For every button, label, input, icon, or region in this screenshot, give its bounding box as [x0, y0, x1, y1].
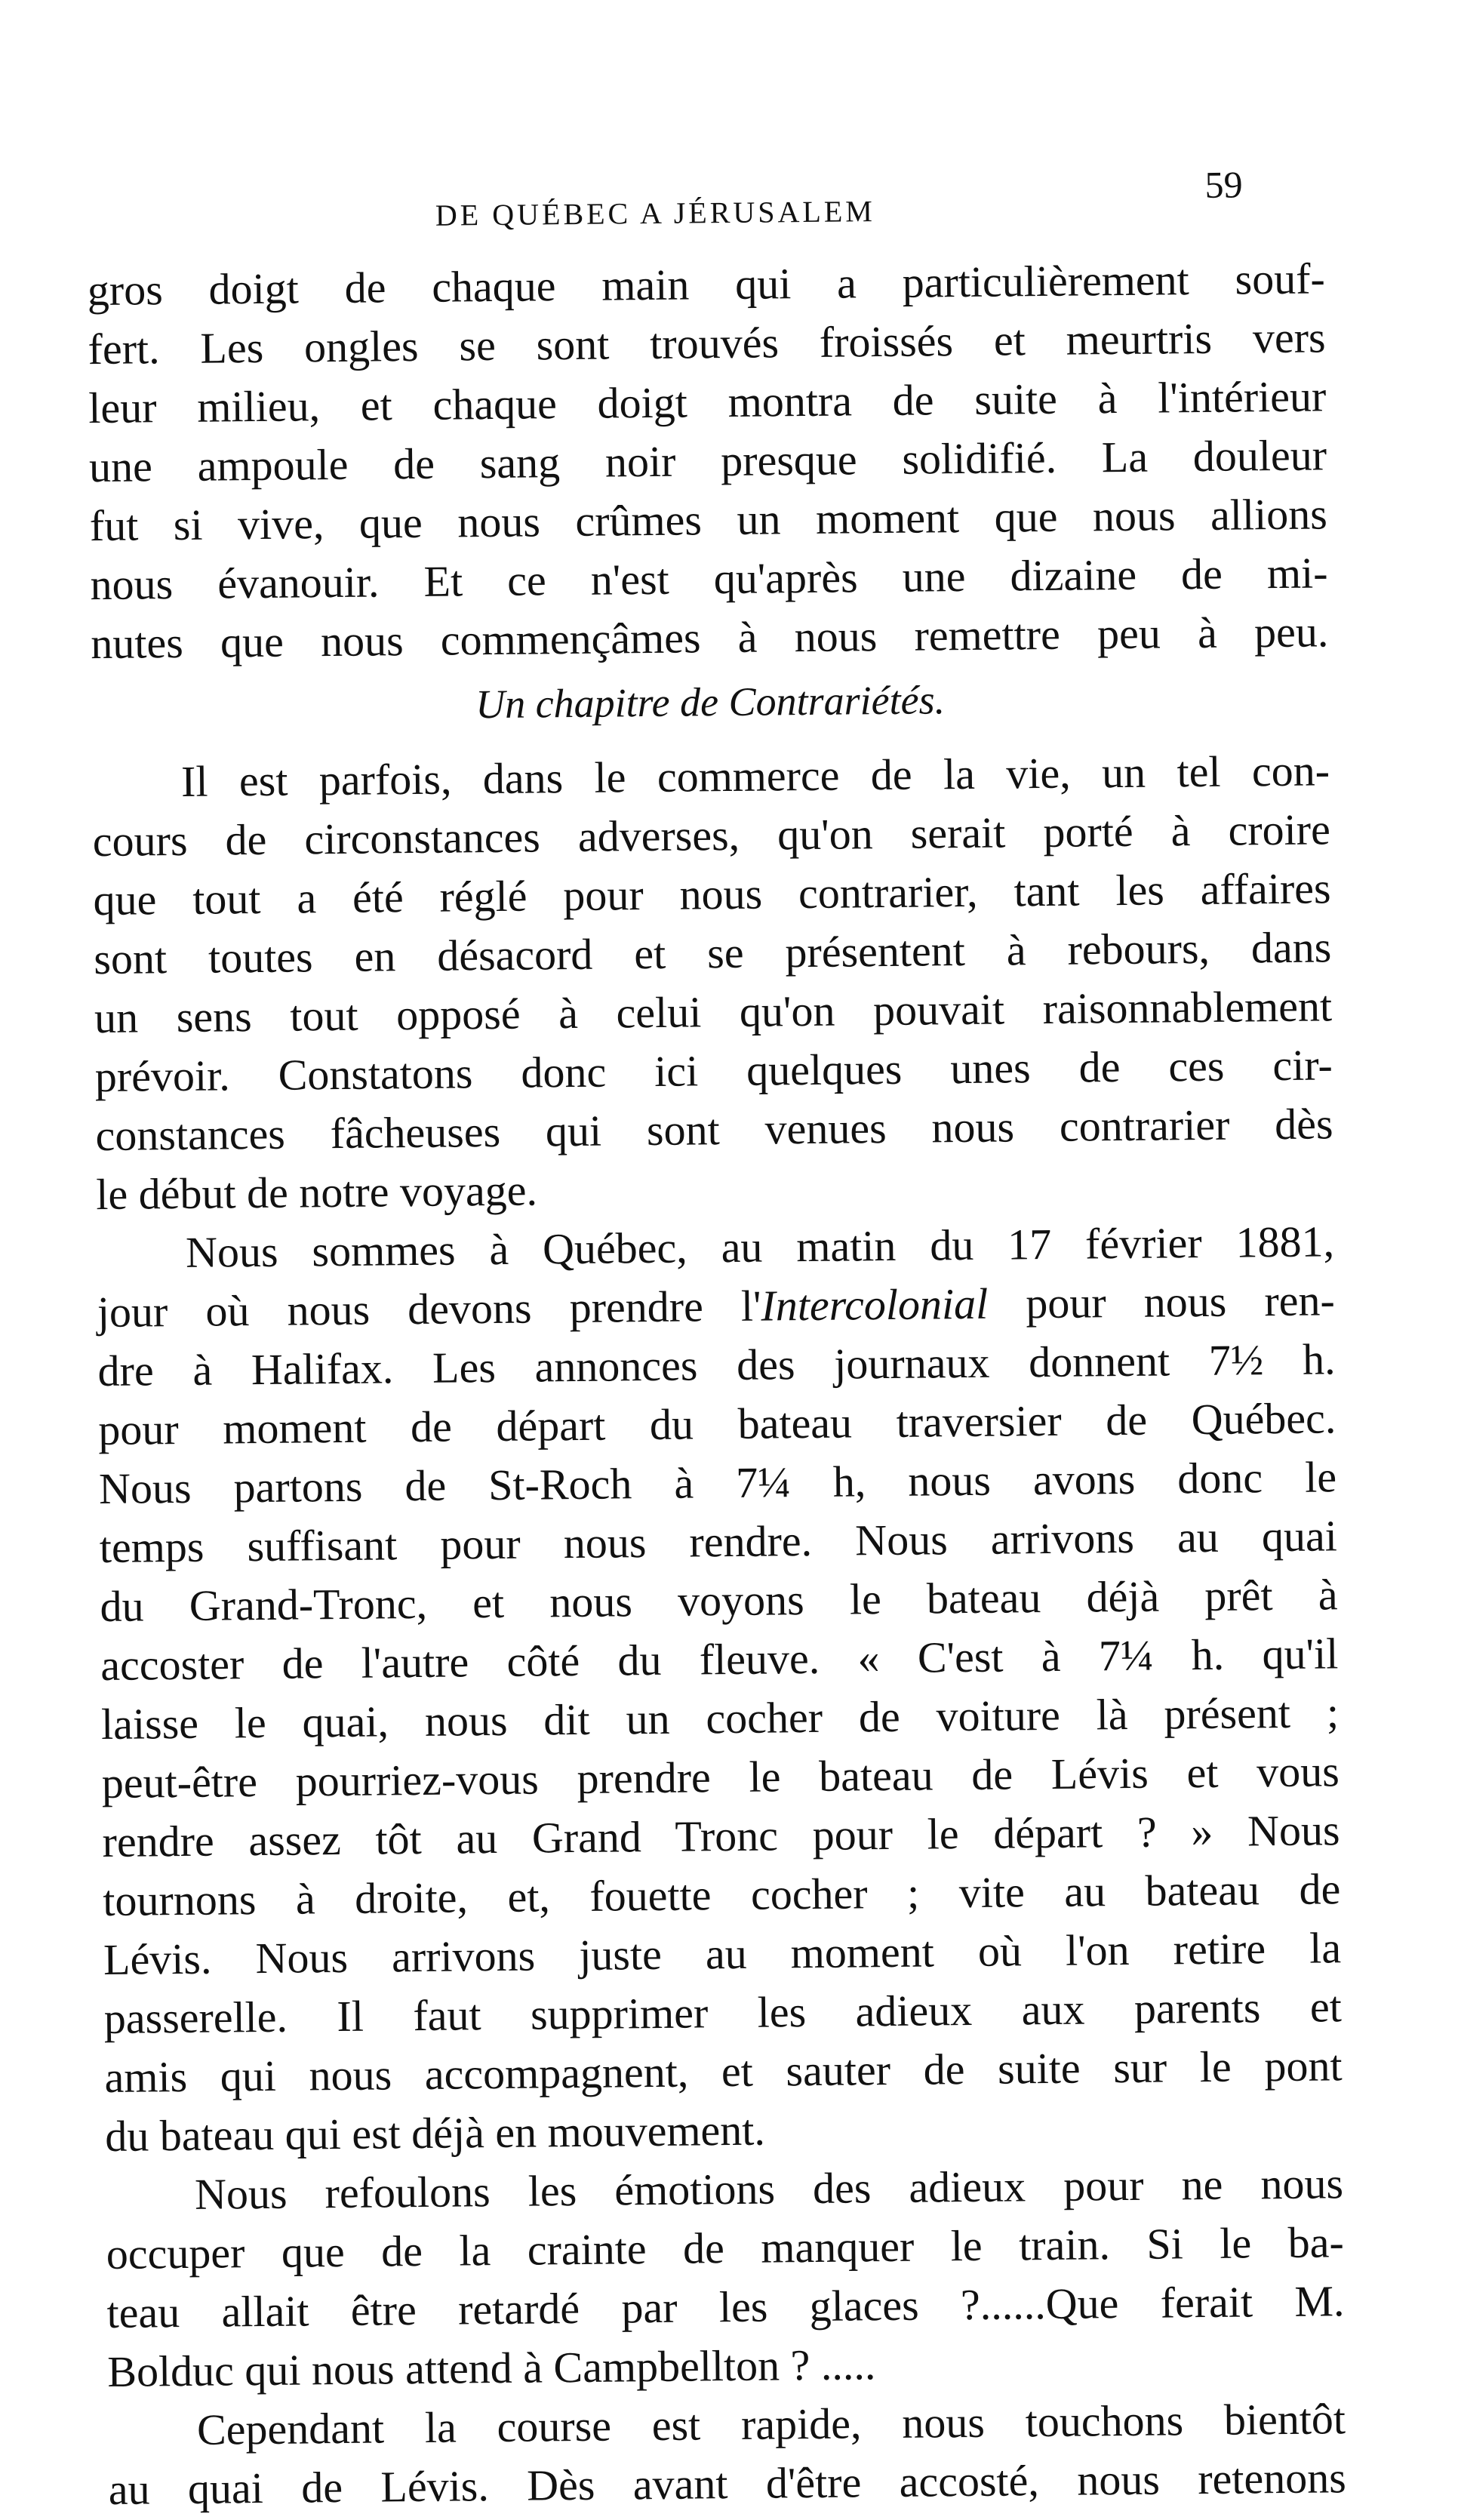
text-line: fut si vive, que nous crûmes un moment que nous allions: [89, 489, 1328, 551]
text-line: Bolduc qui nous attend à Campbellton ? .....: [107, 2340, 876, 2396]
text-line: une ampoule de sang noir presque solidifié. La douleur: [88, 430, 1327, 492]
text-line: Cependant la course est rapide, nous touchons bientôt: [196, 2394, 1346, 2454]
text-line: teau allait être retardé par les glaces ?......Que ferait M.: [106, 2276, 1345, 2337]
text-line: laisse le quai, nous dit un cocher de voiture là présent ;: [100, 1688, 1340, 1749]
text-fragment: pour nous ren-: [987, 1275, 1336, 1328]
body-text: [87, 249, 1346, 2519]
text-line: du Grand-Tronc, et nous voyons le bateau déjà prêt à: [100, 1570, 1338, 1632]
text-line: constances fâcheuses qui sont venues nous contrarier dès: [95, 1099, 1333, 1161]
section-heading: Un chapitre de Contrariétés.: [475, 677, 946, 728]
text-line: que tout a été réglé pour nous contrarier, tant les affaires: [93, 863, 1331, 925]
text-line: passerelle. Il faut supprimer les adieux aux parents et: [103, 1982, 1343, 2044]
text-line: dre à Halifax. Les annonces des journaux donnent 7½ h.: [97, 1334, 1336, 1396]
text-line: fert. Les ongles se sont trouvés froissés et meurtris vers: [88, 312, 1326, 374]
paragraph: [97, 1212, 1343, 2166]
text-line: occuper que de la crainte de manquer le train. Si le ba-: [106, 2217, 1345, 2279]
text-line: leur milieu, et chaque doigt montra de suite à l'intérieur: [88, 371, 1327, 433]
text-line: Nous partons de St-Roch à 7¼ h, nous avons donc le: [98, 1452, 1337, 1514]
text-line: temps suffisant pour nous rendre. Nous arrivons au quai: [99, 1511, 1338, 1573]
paragraph: [108, 2389, 1346, 2519]
paragraph: [92, 741, 1334, 1224]
text-line: peut-être pourriez-vous prendre le bateau de Lévis et vous: [101, 1746, 1340, 1808]
text-line: sont toutes en désacord et se présentent à rebours, dans: [94, 922, 1332, 984]
text-line: rendre assez tôt au Grand Tronc pour le départ ? » Nous: [102, 1805, 1340, 1867]
running-head: DE QUÉBEC A JÉRUSALEM: [435, 194, 876, 232]
text-line: du bateau qui est déjà en mouvement.: [105, 2105, 766, 2162]
text-line: au quai de Lévis. Dès avant d'être accosté, nous retenons: [108, 2453, 1347, 2514]
text-line: gros doigt de chaque main qui a particulièrement souf-: [87, 254, 1326, 315]
text-line: accoster de l'autre côté du fleuve. « C'est à 7¼ h. qu'il: [100, 1629, 1339, 1691]
italic-term: Intercolonial: [761, 1278, 989, 1331]
text-line: nutes que nous commençâmes à nous remettre peu à peu.: [91, 607, 1329, 669]
text-line: Lévis. Nous arrivons juste au moment où l'on retire la: [103, 1923, 1342, 1985]
text-line: le début de notre voyage.: [96, 1165, 538, 1220]
text-line: prévoir. Constatons donc ici quelques unes de ces cir-: [94, 1040, 1333, 1102]
text-line: un sens tout opposé à celui qu'on pouvait raisonnablement: [94, 981, 1333, 1043]
text-line: pour moment de départ du bateau traversier de Québec.: [98, 1393, 1336, 1455]
text-line: amis qui nous accompagnent, et sauter de suite sur le pont: [104, 2041, 1343, 2103]
text-line: nous évanouir. Et ce n'est qu'après une dizaine de mi-: [90, 548, 1328, 610]
text-fragment: jour où nous devons prendre l': [97, 1281, 761, 1337]
text-line: Nous sommes à Québec, au matin du 17 février 1881,: [185, 1217, 1335, 1277]
page-number: 59: [1204, 163, 1243, 206]
text-line: cours de circonstances adverses, qu'on serait porté à croire: [92, 805, 1331, 866]
text-line: Nous refoulons les émotions des adieux pour ne nous: [194, 2158, 1344, 2219]
text-line: tournons à droite, et, fouette cocher ; vite au bateau de: [103, 1864, 1341, 1926]
paragraph: [106, 2154, 1346, 2402]
text-line: Il est parfois, dans le commerce de la vie, un tel con-: [180, 746, 1330, 806]
paragraph-continuation: [87, 249, 1328, 673]
